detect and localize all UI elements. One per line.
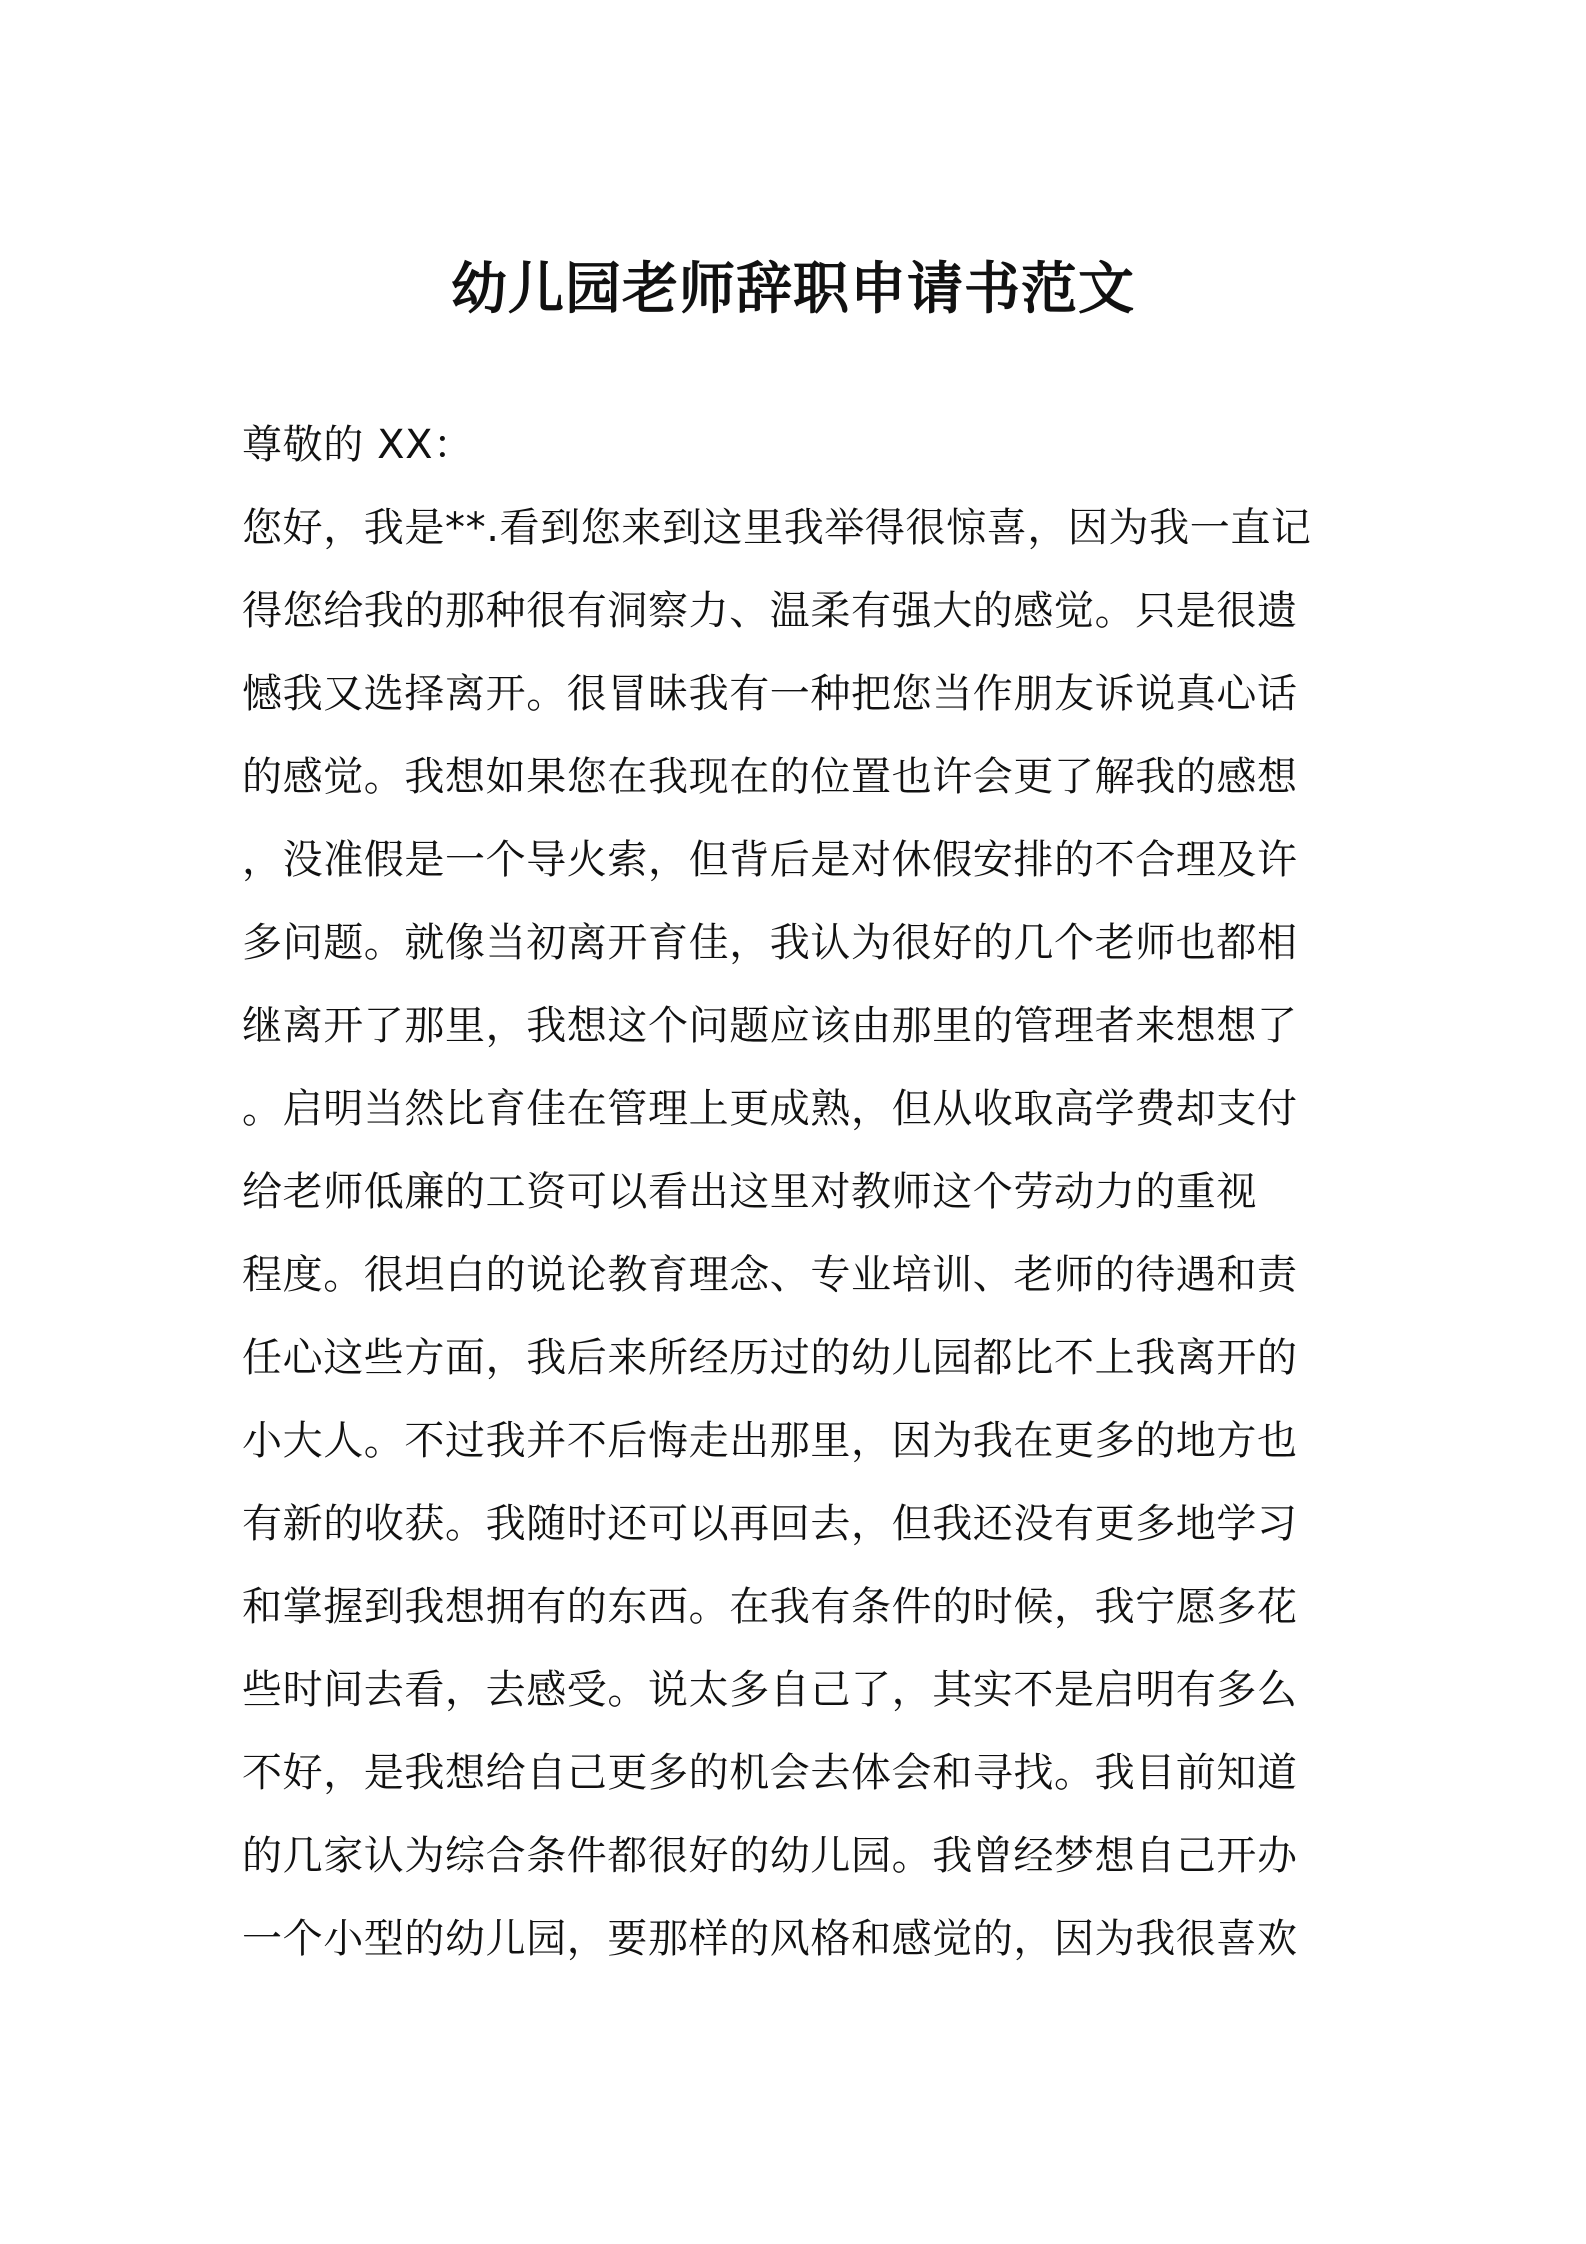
body-line: 。启明当然比育佳在管理上更成熟，但从收取高学费却支付 <box>242 1086 1298 1132</box>
body-line: ，没准假是一个导火索，但背后是对休假安排的不合理及许 <box>242 837 1298 883</box>
salutation: 尊敬的 XX： <box>242 422 474 468</box>
body-line: 您好，我是**.看到您来到这里我举得很惊喜，因为我一直记 <box>242 505 1312 551</box>
body-line: 憾我又选择离开。很冒昧我有一种把您当作朋友诉说真心话 <box>242 671 1298 717</box>
body-line: 得您给我的那种很有洞察力、温柔有强大的感觉。只是很遗 <box>242 588 1298 634</box>
body-line: 的几家认为综合条件都很好的幼儿园。我曾经梦想自己开办 <box>242 1833 1298 1879</box>
body-line: 不好，是我想给自己更多的机会去体会和寻找。我目前知道 <box>242 1750 1298 1796</box>
body-line: 继离开了那里，我想这个问题应该由那里的管理者来想想了 <box>242 1003 1298 1049</box>
body-line: 和掌握到我想拥有的东西。在我有条件的时候，我宁愿多花 <box>242 1584 1298 1630</box>
body-line: 给老师低廉的工资可以看出这里对教师这个劳动力的重视 <box>242 1169 1257 1215</box>
body-line: 有新的收获。我随时还可以再回去，但我还没有更多地学习 <box>242 1501 1298 1547</box>
document-title: 幼儿园老师辞职申请书范文 <box>451 257 1135 322</box>
body-line: 的感觉。我想如果您在我现在的位置也许会更了解我的感想 <box>242 754 1298 800</box>
body-line: 多问题。就像当初离开育佳，我认为很好的几个老师也都相 <box>242 920 1298 966</box>
body-line: 程度。很坦白的说论教育理念、专业培训、老师的待遇和责 <box>242 1252 1298 1298</box>
body-line: 任心这些方面，我后来所经历过的幼儿园都比不上我离开的 <box>242 1335 1298 1381</box>
document-body <box>242 404 1362 1981</box>
body-line: 小大人。不过我并不后悔走出那里，因为我在更多的地方也 <box>242 1418 1298 1464</box>
body-line: 一个小型的幼儿园，要那样的风格和感觉的，因为我很喜欢 <box>242 1916 1298 1962</box>
body-line: 些时间去看，去感受。说太多自己了，其实不是启明有多么 <box>242 1667 1298 1713</box>
